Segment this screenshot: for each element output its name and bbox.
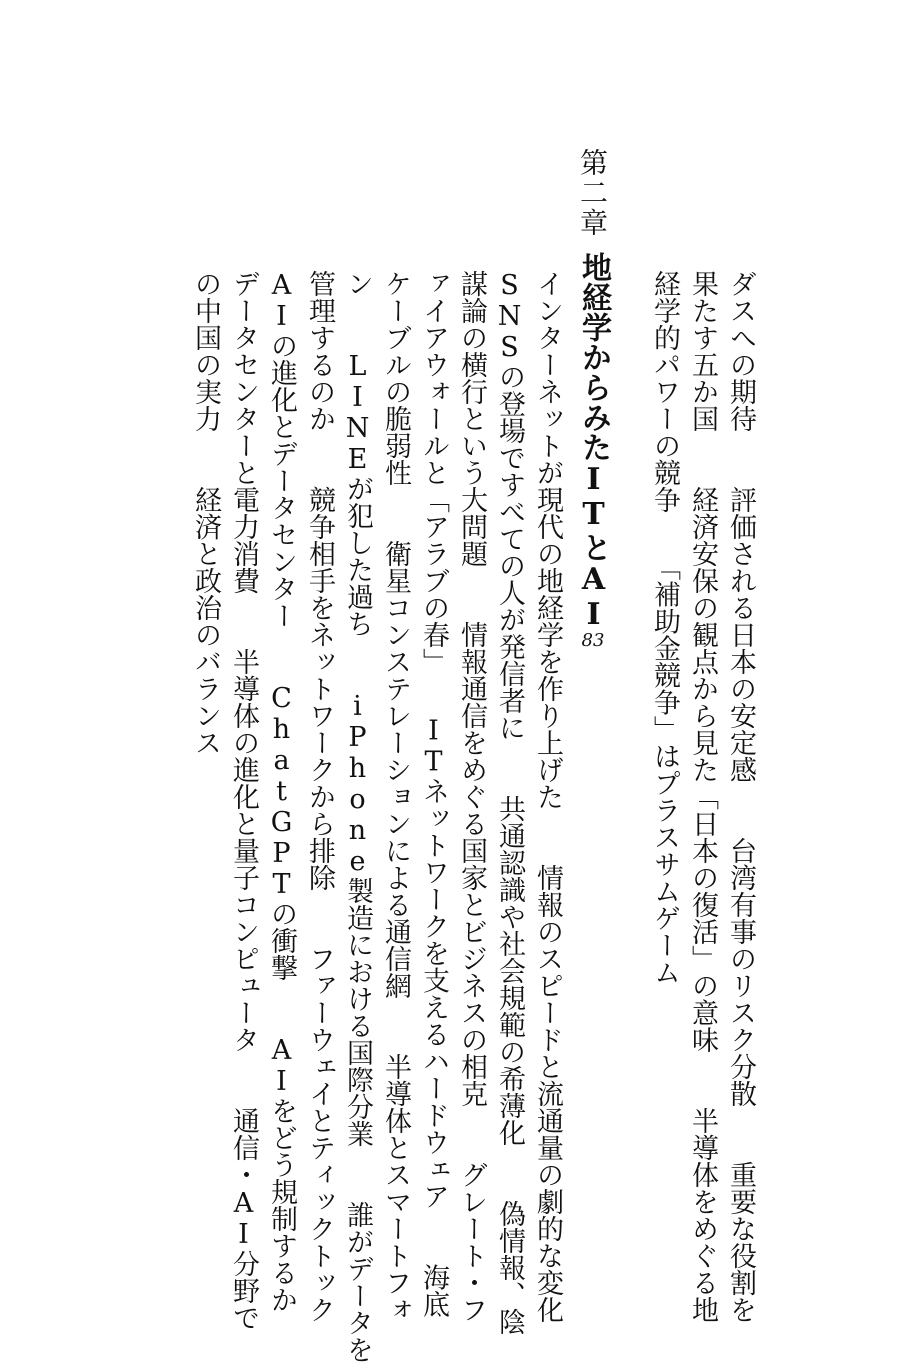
toc-section-line-2: SNSの登場ですべての人が発信者に 共通認識や社会規範の希薄化 偽情報、陰 — [494, 270, 525, 1335]
toc-section-line-8: AIの進化とデータセンター ChatGPTの衝撃 AIをどう規制するか — [266, 270, 297, 1313]
toc-section-line-5: ケーブルの脆弱性 衛星コンステレーションによる通信網 半導体とスマートフォ — [380, 270, 411, 1323]
toc-continuation-line-2: 果たす五か国 経済安保の観点から見た「日本の復活」の意味 半導体をめぐる地 — [687, 270, 718, 1323]
toc-section-line-7: 管理するのか 競争相手をネットワークから排除 ファーウェイとティックトック — [304, 270, 335, 1323]
toc-section-line-10: の中国の実力 経済と政治のバランス — [190, 270, 221, 756]
chapter-label: 第二章 — [576, 148, 609, 238]
toc-continuation-line-1: ダスへの期待 評価される日本の安定感 台湾有事のリスク分散 重要な役割を — [725, 270, 756, 1323]
chapter-title: 地経学からみたITとAI — [576, 252, 611, 632]
toc-section-line-1: インターネットが現代の地経学を作り上げた 情報のスピードと流通量の劇的な変化 — [532, 270, 563, 1323]
toc-section-line-4: ァイアウォールと「アラブの春」 ITネットワークを支えるハードウェア 海底 — [418, 270, 449, 1318]
toc-section-line-6: ン LINEが犯した過ち iPhone製造における国際分業 誰がデータを — [342, 270, 373, 1363]
chapter-page-number: 83 — [581, 630, 605, 651]
toc-continuation-line-3: 経学的パワーの競争 「補助金競争」はプラスサムゲーム — [649, 270, 680, 986]
toc-section-line-9: データセンターと電力消費 半導体の進化と量子コンピュータ 通信・AI分野で — [228, 270, 259, 1331]
toc-section-line-3: 謀論の横行という大問題 情報通信をめぐる国家とビジネスの相克 グレート・フ — [456, 270, 487, 1323]
